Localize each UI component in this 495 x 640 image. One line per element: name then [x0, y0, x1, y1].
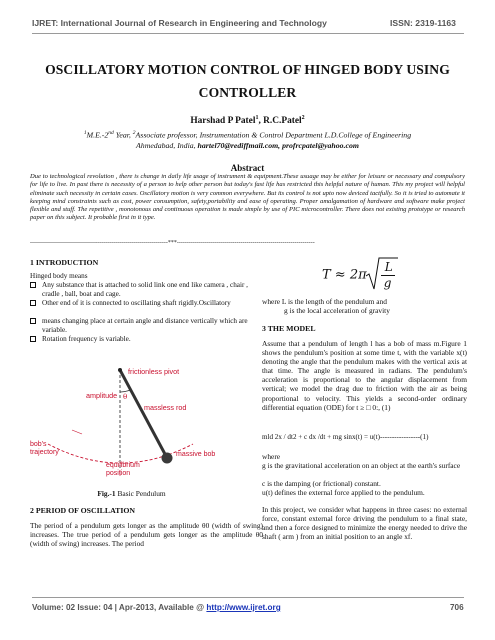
sqrt-fraction — [371, 258, 399, 292]
label-rod: massless rod — [144, 403, 187, 412]
aff-emails[interactable]: hartel70@rediffmail.com, profrcpatel@yahoo.com — [197, 141, 359, 150]
author-2-sup: 2 — [301, 115, 305, 121]
sec3-heading: 3 THE MODEL — [262, 324, 316, 333]
label-theta: θ — [123, 393, 128, 401]
paper-title-line1: OSCILLATORY MOTION CONTROL OF HINGED BODY USING — [45, 62, 450, 77]
trajectory-pointer — [72, 430, 82, 434]
bullet-text: Other end of it is connected to oscillating shaft rigidly.Oscillatory — [42, 299, 231, 307]
bullet-item — [42, 317, 252, 335]
checkbox-icon — [30, 336, 36, 342]
where-heading: where — [262, 452, 281, 461]
footer-volume-text: Volume: 02 Issue: 04 | Apr-2013, Available @ — [32, 603, 207, 612]
checkbox-icon — [30, 318, 36, 324]
checkbox-icon — [30, 282, 36, 288]
sec2-text: The period of a pendulum gets longer as the amplitude θ0 (width of swing) increases. The true period of a pendulum gets longer as the amplitude θ0 (width of swing) increases. The period — [30, 521, 263, 549]
figure-caption-label: Fig.-1 — [97, 489, 116, 498]
where-line-2: g is the local acceleration of gravity — [284, 306, 390, 315]
footer-url-link[interactable]: http://www.ijret.org — [206, 603, 281, 612]
definition-c: c is the damping (or frictional) constant. — [262, 479, 381, 488]
author-2: R.C.Patel — [263, 116, 302, 127]
bullet-item — [42, 299, 252, 308]
bullet-item — [42, 335, 252, 344]
sec1-intro: Hinged body means — [30, 272, 88, 280]
abstract-heading: Abstract — [230, 163, 265, 173]
label-trajectory-2: trajectory — [30, 449, 59, 456]
authors: Harshad P Patel$^1$, R.C.Patel$^2$ — [190, 115, 305, 127]
period-formula — [322, 258, 399, 292]
aff-sup-1: 1 — [83, 130, 87, 136]
figure-caption-text: Basic Pendulum — [115, 489, 166, 498]
model-paragraph: Assume that a pendulum of length l has a bob of mass m.Figure 1 shows the pendulum's position at some time t, with the variable x(t) denoting the angle that the pendulum makes with the vertical axis at that time. The angle is measured in radians. The pendulum's acceleration is proportional to the angular displacement from vertical; we model the drag due to friction with the air as being proportional to velocity. This yields a second-order ordinary differential equation (ODE) for t ≥ □ 0:, (1) — [262, 339, 467, 412]
bullet-text: means changing place at certain angle and distance vertically which are variable. — [42, 317, 248, 334]
bullet-item — [42, 281, 252, 299]
aff-location: Ahmedabad, India, — [136, 141, 198, 150]
label-equilibrium-1: equilibrium — [106, 462, 140, 469]
figure-caption — [0, 489, 263, 498]
formula-numerator: L — [384, 260, 393, 274]
aff-degree: M.E.-2 — [86, 130, 109, 140]
pendulum-rod — [120, 370, 166, 456]
page-number: 706 — [450, 603, 464, 612]
pivot-point — [118, 368, 122, 372]
footer-rule — [32, 597, 464, 598]
checkbox-icon — [30, 300, 36, 306]
where-line-1: where L is the length of the pendulum and — [262, 297, 387, 306]
affiliation-line2 — [0, 141, 495, 150]
aff-dept: Associate professor, Instrumentation & Control Department L.D.College of Engineering — [135, 130, 412, 140]
angle-arc — [120, 390, 130, 392]
header-rule — [32, 33, 464, 34]
ode-equation: mld 2x / dt2 + c dx /dt + mg sinx(t) = u(t)-----------------(1) — [262, 433, 429, 441]
affiliation-line1 — [0, 130, 495, 140]
bullet-text: Rotation frequency is variable. — [42, 335, 131, 343]
section-separator: ---------------------------------------------------------------------***--------------------------------------------------------------------- — [30, 240, 315, 246]
pendulum-bob — [162, 453, 173, 464]
label-equilibrium-2: position — [106, 470, 131, 477]
abstract-text: Due to technological revolution , there is change in daily life usage of instrument & equipment.These usuage may be either for leisure or necessary and compulsory for life to live. In past there is necessity of a person to help other person but today's fast life has restricted this helpful nature of human. This my project will helpful eliminate such necessity in certain cases. Oscillatory motion is very common everywhere. But its control is not upto now deviced tactfully. So it is tried to automate it keeping mind constraints such as cost, power consumption, safety,portability and ease of operating. Proper amalgamation of hardware and software make project flexible and stuff. The repetitive , monotonous and continuous operation is made simple by use of PIC microcontroller. There does not existing prototype or research paper on this subject. It probable first in it type. — [30, 173, 465, 222]
definition-u: u(t) defines the external force applied to the pendulum. — [262, 488, 425, 497]
formula-lhs: T ≈ 2π — [322, 267, 367, 283]
paper-title-line2: CONTROLLER — [198, 85, 297, 100]
footer-volume — [32, 603, 281, 612]
aff-sup-2: 2 — [132, 130, 136, 136]
author-1: Harshad P Patel — [190, 116, 256, 127]
issn-header: ISSN: 2319-1163 — [390, 18, 456, 28]
label-trajectory-1: bob's — [30, 441, 47, 448]
definition-g: g is the gravitational acceleration on an object at the earth's surface — [262, 461, 461, 470]
journal-header: IJRET: International Journal of Research in Engineering and Technology — [32, 18, 327, 28]
formula-denominator: g — [383, 276, 392, 290]
author-1-sup: 1 — [255, 115, 259, 121]
sec1-heading: 1 INTRODUCTION — [30, 258, 99, 267]
label-amplitude: amplitude — [86, 391, 118, 400]
cases-paragraph: In this project, we consider what happens in three cases: no external force, constant external force driving the pendulum to a final state, and then a force designed to minimize the energy needed to drive the shaft ( arm ) from an initial position to an angle xf. — [262, 505, 467, 542]
aff-degree-sup: nd — [108, 130, 114, 136]
label-pivot: frictionless pivot — [128, 367, 180, 376]
bullet-text: Any substance that is attached to solid link one end like camera , chair , cradle , ball, boat and cage. — [42, 281, 248, 298]
sec2-heading: 2 PERIOD OF OSCILLATION — [30, 506, 136, 515]
sqrt-icon — [365, 256, 399, 292]
aff-degree-rest: Year, — [113, 130, 133, 140]
label-bob: massive bob — [176, 451, 216, 458]
pendulum-diagram — [28, 352, 228, 482]
